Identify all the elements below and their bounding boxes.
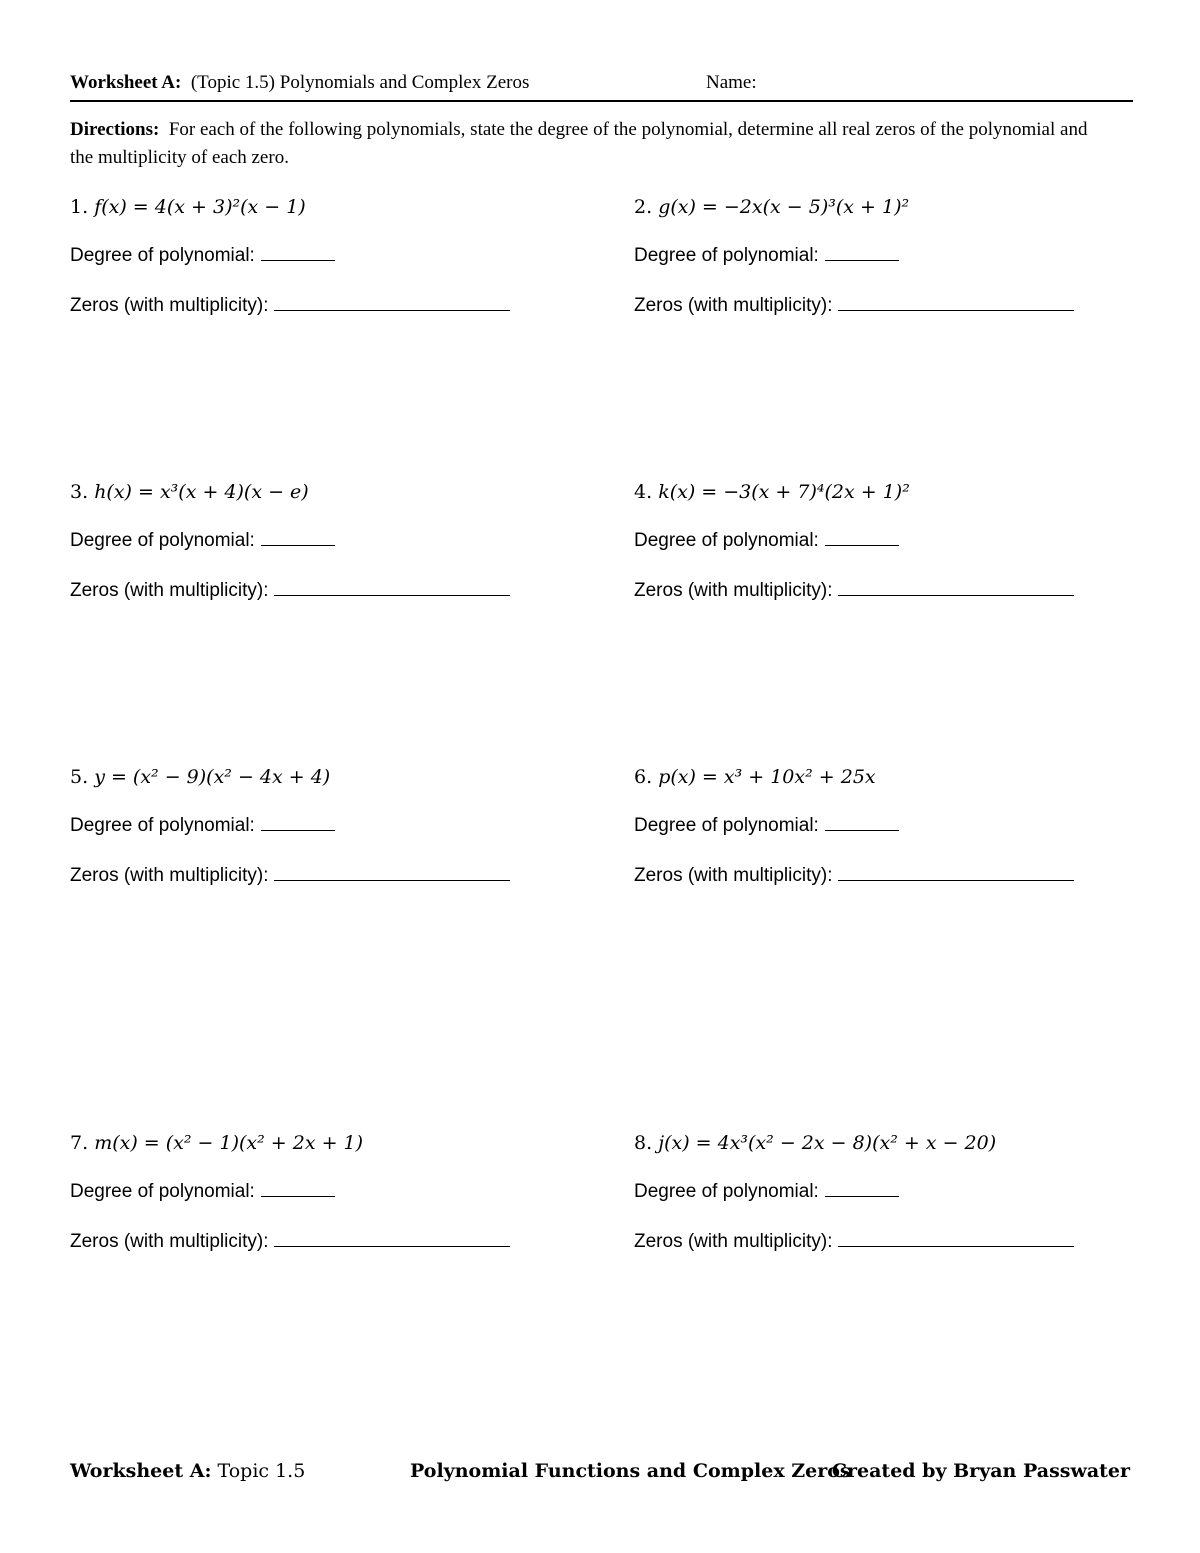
degree-row <box>634 1178 899 1203</box>
degree-answer-blank[interactable] <box>261 812 335 831</box>
degree-answer-blank[interactable] <box>261 527 335 546</box>
equation-text: m(x) = (x² − 1)(x² + 2x + 1) <box>94 1132 364 1154</box>
degree-row <box>70 1178 335 1203</box>
zeros-label: Zeros (with multiplicity): <box>70 580 269 601</box>
degree-row <box>634 527 899 552</box>
equation-text: j(x) = 4x³(x² − 2x − 8)(x² + x − 20) <box>658 1132 997 1154</box>
zeros-answer-blank[interactable] <box>838 1228 1074 1247</box>
problem-equation <box>70 766 590 792</box>
problem-7 <box>70 1132 590 1252</box>
header-title <box>70 72 529 94</box>
zeros-answer-blank[interactable] <box>274 577 510 596</box>
zeros-answer-blank[interactable] <box>838 862 1074 881</box>
degree-row <box>634 812 899 837</box>
degree-label: Degree of polynomial: <box>634 815 819 836</box>
problem-1 <box>70 196 590 316</box>
degree-answer-blank[interactable] <box>825 242 899 261</box>
problem-equation <box>634 481 1154 507</box>
zeros-label: Zeros (with multiplicity): <box>70 865 269 886</box>
degree-label: Degree of polynomial: <box>70 815 255 836</box>
problem-6 <box>634 766 1154 886</box>
degree-answer-blank[interactable] <box>261 242 335 261</box>
equation-text: y = (x² − 9)(x² − 4x + 4) <box>94 766 331 788</box>
problem-number: 1. <box>70 196 89 218</box>
header-topic: (Topic 1.5) Polynomials and Complex Zeros <box>190 72 530 93</box>
zeros-label: Zeros (with multiplicity): <box>70 295 269 316</box>
equation-text: h(x) = x³(x + 4)(x − e) <box>94 481 309 503</box>
zeros-row <box>634 292 1074 317</box>
zeros-answer-blank[interactable] <box>838 292 1074 311</box>
problem-equation <box>70 481 590 507</box>
zeros-row <box>70 1228 510 1253</box>
degree-label: Degree of polynomial: <box>70 1181 255 1202</box>
zeros-row <box>70 577 510 602</box>
zeros-row <box>634 862 1074 887</box>
zeros-label: Zeros (with multiplicity): <box>634 295 833 316</box>
footer-credit: Created by Bryan Passwater <box>831 1460 1130 1482</box>
degree-answer-blank[interactable] <box>261 1178 335 1197</box>
zeros-row <box>634 1228 1074 1253</box>
zeros-label: Zeros (with multiplicity): <box>634 580 833 601</box>
degree-label: Degree of polynomial: <box>70 245 255 266</box>
problem-5 <box>70 766 590 886</box>
zeros-answer-blank[interactable] <box>274 1228 510 1247</box>
problem-8 <box>634 1132 1154 1252</box>
problem-equation <box>70 196 590 222</box>
problem-2 <box>634 196 1154 316</box>
directions <box>70 116 1110 172</box>
zeros-label: Zeros (with multiplicity): <box>70 1231 269 1252</box>
zeros-row <box>70 292 510 317</box>
degree-label: Degree of polynomial: <box>634 245 819 266</box>
zeros-row <box>70 862 510 887</box>
zeros-answer-blank[interactable] <box>838 577 1074 596</box>
problem-equation <box>634 196 1154 222</box>
footer-worksheet <box>70 1460 305 1482</box>
worksheet-header <box>70 72 1133 102</box>
equation-text: k(x) = −3(x + 7)⁴(2x + 1)² <box>658 481 910 503</box>
degree-label: Degree of polynomial: <box>634 1181 819 1202</box>
degree-answer-blank[interactable] <box>825 1178 899 1197</box>
zeros-label: Zeros (with multiplicity): <box>634 865 833 886</box>
degree-row <box>70 527 335 552</box>
zeros-row <box>634 577 1074 602</box>
footer-worksheet-label: Worksheet A: <box>70 1460 212 1482</box>
problem-number: 3. <box>70 481 89 503</box>
degree-answer-blank[interactable] <box>825 527 899 546</box>
problem-equation <box>634 1132 1154 1158</box>
header-worksheet-label: Worksheet A: <box>70 72 182 93</box>
equation-text: g(x) = −2x(x − 5)³(x + 1)² <box>658 196 910 218</box>
equation-text: p(x) = x³ + 10x² + 25x <box>658 766 876 788</box>
problem-4 <box>634 481 1154 601</box>
degree-row <box>70 242 335 267</box>
problem-equation <box>634 766 1154 792</box>
equation-text: f(x) = 4(x + 3)²(x − 1) <box>94 196 306 218</box>
problem-equation <box>70 1132 590 1158</box>
degree-row <box>634 242 899 267</box>
zeros-answer-blank[interactable] <box>274 292 510 311</box>
directions-text: For each of the following polynomials, state the degree of the polynomial, determine all real zeros of the polynomial and the multiplicity of each zero. <box>70 119 1088 168</box>
degree-answer-blank[interactable] <box>825 812 899 831</box>
zeros-label: Zeros (with multiplicity): <box>634 1231 833 1252</box>
degree-row <box>70 812 335 837</box>
problem-number: 5. <box>70 766 89 788</box>
problem-number: 4. <box>634 481 653 503</box>
directions-label: Directions: <box>70 119 160 140</box>
problem-number: 2. <box>634 196 653 218</box>
problem-number: 6. <box>634 766 653 788</box>
worksheet-footer <box>70 1460 1130 1486</box>
degree-label: Degree of polynomial: <box>70 530 255 551</box>
problem-number: 7. <box>70 1132 89 1154</box>
footer-topic: Topic 1.5 <box>211 1460 306 1482</box>
problem-3 <box>70 481 590 601</box>
problem-number: 8. <box>634 1132 653 1154</box>
degree-label: Degree of polynomial: <box>634 530 819 551</box>
footer-title: Polynomial Functions and Complex Zeros <box>410 1460 851 1482</box>
name-label: Name: <box>706 72 757 93</box>
zeros-answer-blank[interactable] <box>274 862 510 881</box>
